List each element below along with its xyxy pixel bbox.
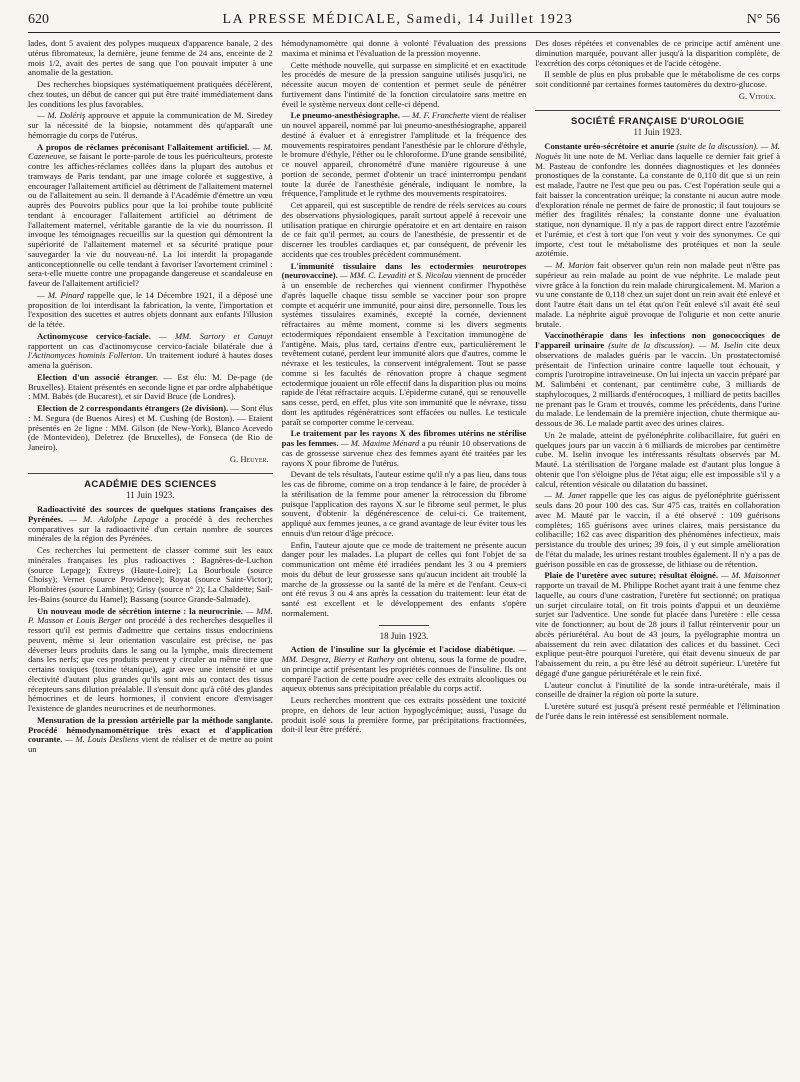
article-subtitle: (suite de la discussion). [674, 141, 759, 151]
article-title: A propos de réclames préconisant l'allaitement artificiel. [37, 141, 250, 152]
paragraph: Cet appareil, qui est susceptible de rendre de réels services au cours des observations physiologiques, paraît surtout appelé à recevoir une utilisation pratique en chirurgie opératoire et en art dentaire en raison de ce fait qu'il permet, au cours de l'anesthésie, de pressentir et de discerner les troubles cardiaques et, par conséquent, de prévenir les accidents que ces troubles précèdent communément. [281, 200, 527, 259]
paragraph-text: rapporte un travail de M. Philippe Rochet ayant trait à une femme chez laquelle, au cours d'une castration, l'uretère fut sectionné; on pratiqua un surjet circulaire total, on fit trois points d'appui et un deuxième surjet sur l'adventice. Une sonde fut placée dans l'uretère : elle cessa vite de fonctionner; au bout de 28 jours il fallut réintervenir pour un abcès périurétéral. Au bout de 43 jours, la pyélographie montra un abaissement du rein avec dilatation des calices et du bassinet. Ceci explique peut-être pourquoi l'uretère, qui était devenu sinueux de par l'abaissement du rein, a pu être lésé au détroit supérieur. L'uretère fut dégagé d'une gangue périurétérale et le rein fixé. [535, 580, 781, 678]
column-1 [28, 39, 273, 1079]
paragraph: lades, dont 5 avaient des polypes muqueux d'apparence banale, 2 des utérus fibromateux, la dernière, jeune femme de 24 ans, enceinte de 2 mois 1/2, avait des pertes de sang que l'on pouvait imputer à une anomalie de la gestation. [28, 39, 273, 78]
paragraph: L'auteur conclut à l'inutilité de la sonde intra-urétérale, mais il conseille de drainer la région où porte la suture. [535, 679, 781, 700]
paragraph [535, 491, 780, 569]
paragraph: Des recherches biopsiques systématiquement pratiquées décèlèrent, chez toutes, un début de cancer qui put être traité immédiatement dans les conditions les plus favorables. [28, 79, 273, 109]
species-name: l'Actinomyces hominis Follerton [28, 350, 141, 361]
paragraph-text: approuve et appuie la communication de M. Siredey sur la nécessité de la biopsie, notamment dès qu'apparaît une hémorragie du corps de l'utérus. [28, 110, 273, 140]
author-name: — MM. Desgrez, Bierry et Rathery [281, 644, 527, 664]
text-columns [28, 39, 780, 1079]
paragraph: Devant de tels résultats, l'auteur estime qu'il n'y a pas lieu, dans tous les cas de fibrome, comme on a trop tendance à le faire, de procéder à la stérilisation de la femme pour amener la rétrocession du fibrome puisque l'application des rayons X sur le fibrome seul permet, le plus souvent, d'obtenir la dégénérescence de celui-ci. Ce traitement, appliqué aux femmes jeunes, a ce grand avantage de leur éviter tous les ennuis d'un retour d'âge précoce. [281, 469, 527, 538]
article-title: Mensuration de la pression artérielle par la méthode sanglante. Procédé hémodynamométrique très exact et d'application courante. [28, 714, 273, 745]
article-title: Radioactivité des sources de quelques stations françaises des Pyrénées. [28, 504, 273, 524]
author-name: — M. Dolériş [37, 110, 86, 121]
paragraph [28, 143, 273, 289]
paragraph: Des doses répétées et convenables de ce principe actif amènent une diminution marquée, pouvant aller jusqu'à la disparition complète, de l'excrétion des corps cétoniques et de l'acide cétogène. [535, 39, 781, 68]
signature: G. Vitoux. [738, 90, 777, 101]
paragraph [28, 111, 273, 140]
paragraph-text: . Un traitement ioduré à hautes doses amena la guérison. [28, 350, 273, 370]
paragraph [282, 645, 527, 694]
article-title: Un nouveau mode de sécrétion interne : la neurocrinie. [37, 605, 243, 616]
article-title: Constante uréo-sécrétoire et anurie [544, 141, 675, 151]
author-name: — M. Pinard [37, 289, 84, 300]
article-title: Actinomycose cervico-faciale. [37, 330, 151, 341]
separator [379, 625, 429, 626]
paragraph [28, 505, 273, 544]
paragraph [535, 142, 780, 259]
article-title: Plaie de l'uretère avec suture; résultat éloigné. [544, 570, 718, 581]
paragraph [28, 291, 273, 330]
article-title: L'immunité tissulaire dans les ectodermies neurotropes (neurovaccine). [281, 260, 527, 281]
paragraph-text: rapportent un cas d'actinomycose cervico-faciale bilatérale due à [28, 340, 273, 351]
paragraph [535, 261, 780, 329]
paragraph-text: , se faisant le porte-parole de tous les puériculteurs, proteste contre les affiches-réclames collées dans la plupart des autobus et tramways de Paris tendant, par une image colorée et suggestive, à encourager l'allaitement artificiel au détriment de l'allaitement maternel ou de l'allaitement au sein. Il demande à l'Académie d'émettre un vœu auprès des Pouvoirs publics pour que la loi prohibe toute publicité tendant à encourager l'allaitement artificiel au détriment de l'allaitement maternel, véritable garantie de la vie du nourrisson. Il invoque les témoignages recueillis sur la question qui démontrent la supériorité de l'allaitement maternel et sa sécurité pratique pour sauvegarder la vie du nouveau-né. La loi interdit la propagande anticonceptionnelle ou celle tendant à favoriser l'avortement criminel : sera-t-elle muette contre une propagande dangereuse et scandaleuse en faveur de l'allaitement artificiel? [28, 151, 273, 288]
paragraph [282, 262, 527, 428]
paragraph [28, 404, 273, 453]
section-date: 11 Juin 1923. [126, 490, 175, 501]
paragraph-text: lit une note de M. Verliac dans laquelle ce dernier fait grief à M. Pasteau de confondre les données diagnostiques et les données pronostiques de la constante. La constante de 0,110 dit que si un rein est malade, l'autre ne l'est que peu ou pas. C'est l'opération seule qui a fait baisser la concentration uréique; la constante ni aucun autre mode d'exploration rénale ne permet de faire de pronostic; il faut toujours se méfier des fragilités rénales; la constante donne une évaluation statique, non dynamique. Il n'y a pas de rapport direct entre l'azotémie et l'urémie, et c'est à tort que l'on veut y voir des synonymes. Ce qui importe, c'est tout le métabolisme des protéiques et non la seule azotémie. [535, 150, 781, 259]
author-name: — M. Adolphe Lepage [62, 513, 159, 524]
author-name: — M. Cazeneuve [28, 141, 273, 162]
author-name: — M. Marion [544, 260, 594, 270]
section-title: SOCIÉTÉ FRANÇAISE D'UROLOGIE [535, 110, 780, 127]
paragraph: hémodynamomètre qui donne à volonté l'évaluation des pressions maxima et minima et l'évaluation de la pression moyenne. [281, 39, 527, 58]
column-3 [535, 39, 780, 1079]
paragraph [28, 716, 273, 755]
author-name: — M. Louis Desliens [62, 734, 139, 745]
article-title: Vaccinothérapie dans les infections non gonococciques de l'appareil urinaire [535, 330, 781, 350]
paragraph: Ces recherches lui permettent de classer comme suit les eaux minérales françaises les plus radioactives : Bagnères-de-Luchon (source Lepage); Extreys (Haute-Loire); La Bourboule (source Choisy); Vernet (source Providence); Royat (source Saint-Victor); Plombières (source Lambinet); Grisy (source n° 2); La Chaldette; Sail-les-Bains (source du Hamel); Bassang (source Grande-Salmade). [28, 545, 273, 604]
article-title: Election de 2 correspondants étrangers (2e division). [37, 403, 229, 413]
paragraph-text: vient de réaliser et de mettre au point un [28, 734, 273, 754]
article-title: Le pneumo-anesthésiographe. [290, 110, 400, 121]
paragraph-text: rappelle que les cas aigus de pyélonéphrite guérissent seuls dans 20 pour 100 des cas. Sur 475 cas, traités en collaboration avec M. Mauté par le vaccin, il a été observé : 109 guérisons complètes; 165 guérisons avec urines claires, mais persistance du colibacille; 162 cas avec disparition des phénomènes infectieux, mais persistance du trouble des urines; 39 fois, il y eut simple amélioration de l'état du malade, les urines restant troubles également. Il n'y a pas de guérison possible en cas de grossesse, de lithiase ou de rétention. [535, 490, 781, 569]
paragraph-text: cite deux observations de malades guéris par le vaccin. Un prostatectomisé présentait de l'infection urinaire contre laquelle tout échouait, y compris l'urotropine intraveineuse. On lui injecta un vaccin préparé par M. Salimbéni et contenant, par centimètre cube, 3 milliards de staphylocoques, 2 milliards d'entérocoques, 1 milliard de petits bacilles ne prenant pas le Gram et trouvés, comme les précédents, dans l'urine du malade. Le lendemain de la première injection, chute thermique au-dessous de 36. Le malade partit avec des urines claires. [535, 340, 781, 428]
author-name: — MM. C. Levaditi et S. Nicolau [337, 270, 453, 281]
paragraph-text: rappelle que, le 14 Décembre 1921, il a déposé une proposition de loi interdisant la fabrication, la vente, l'importation et l'exposition des sucettes et autres objets donnant aux enfants l'illusion de la tétée. [28, 289, 273, 329]
paragraph: Leurs recherches montrent que ces extraits possèdent une toxicité propre, en dehors de leur action hypoglycémique; aussi, l'usage du produit isolé sous la première forme, par précipitations fractionnées, doit-il leur être préféré. [281, 695, 527, 735]
paragraph [282, 429, 527, 468]
paragraph-text: a pu réunir 10 observations de cas de grossesse survenue chez des femmes ayant été traitées par les rayons X pour fibrome de l'utérus. [281, 438, 527, 468]
paragraph: Un 2e malade, atteint de pyélonéphrite colibacillaire, fut guéri en quelques jours par un vaccin à 6 milliards de microbes par centimètre cube. M. Iselin invoque les intéressants résultats observés par M. Mauté. La stérilisation de l'organe malade est d'autant plus longue à obtenir que l'on s'éloigne plus de l'état aigu; elle est impossible s'il y a calcul, rétention vésicale ou dilatation du bassinet. [535, 429, 781, 489]
column-2 [282, 39, 527, 1079]
paragraph: Il semble de plus en plus probable que le métabolisme de ces corps soit conditionné par certaines formes tautomères du dextro-glucose. [535, 69, 781, 89]
author-name: — MM. Sartory et Canuyt [150, 330, 273, 341]
issue-number: N° 56 [746, 12, 780, 27]
author-name: — MM. P. Masson et Louis Berger [28, 605, 273, 626]
paragraph-text: ont obtenu, sous la forme de poudre, un principe actif présentant les propriétés connues de l'insuline. Ils ont comparé l'action de cette poudre avec celle des extraits alcooliques ou aqueux obtenus sans précipitation préalable du corps actif. [281, 654, 527, 694]
author-name: — M. F. Franchette [399, 110, 470, 121]
paragraph [535, 331, 780, 429]
article-title: Le traitement par les rayons X des fibromes utérins ne stérilise pas les femmes. [281, 428, 527, 448]
paragraph-text: fait observer qu'un rein non malade peut n'être pas supérieur au rein malade au point de vue néphrite. Le malade peut vivre grâce à la fonction du rein malade chirurgicalement. M. Marion a vu une constante de 0,118 chez un sujet dont un rein avait été enlevé et dont l'autre était dans un tel état qu'on l'eût enlevé s'il avait été seul malade. La néphrite aiguë provoque de l'oligurie et non cette anurie brutale. [535, 260, 781, 329]
article-title: Action de l'insuline sur la glycémie et l'acidose diabétique. [290, 644, 516, 655]
author-name: — M. Noguès [535, 141, 781, 161]
paragraph-text: viennent de procéder à un ensemble de recherches qui viennent confirmer l'hypothèse d'après laquelle chaque tissu semble se vacciner pour son propre compte et acquérir une immunité, pour ainsi dire, personnelle. Tous les systèmes tissulaires examinés, excepté la cornée, deviennent réfractaires au même moment, comme si les divers segments ectodermiques répondaient ensemble à l'excitation immunogène de l'antigène. Mais, plus tard, certains d'entre eux, particulièrement le revêtement cutané, perdent leur immunité alors que d'autres, comme le névraxe et les testicules, la conservent intégralement. Tout se passe comme si les facultés de rénovation propre à chaque segment ectodermique jouaient un rôle effectif dans la disparition plus ou moins rapide de l'état réfractaire acquis. L'épiderme cutané, qui se renouvelle sans cesse, perd, en effet, plus vite son immunité que le névraxe, tissu dont les aptitudes régénératrices sont effacées ou nulles. Le testicule paraît se comporter comme le cerveau. [281, 270, 527, 427]
paragraph [535, 571, 780, 678]
author-name: — M. Maxime Ménard [338, 438, 420, 448]
paragraph [28, 332, 273, 371]
page-number: 620 [28, 12, 49, 27]
paragraph [28, 373, 273, 402]
article-subtitle: (suite de la discussion). [604, 340, 695, 350]
paragraph-text: — Est élu: M. De-page (de Bruxelles). Etaient présentés en seconde ligne et par ordre alphabétique : MM. Babès (de Bucarest), et sir David Bruce (de Londres). [28, 371, 273, 402]
author-name: — M. Iselin [694, 340, 743, 350]
journal-title: LA PRESSE MÉDICALE, Samedi, 14 Juillet 1923 [222, 12, 574, 27]
paragraph-text: ont procédé à des recherches desquelles il ressort qu'il est permis d'admettre que certains tissus endocriniens peuvent, même si leur orientation vasculaire est précise, ne pas déverser leurs produits dans le sang ou la lymphe, mais directement dans les nerfs; que ces produits peuvent y circuler au même titre que certains toxiques (toxine tétanique), agir avec une intensité et une électivité d'autant plus grandes qu'ils sont mis au contact des tissus récepteurs sans dilution préalable. Il s'ensuit donc qu'à côté des glandes hémocrines et de leurs hormones, il convient encore d'envisager l'existence de glandes neurocrines et de neurhormones. [28, 615, 273, 713]
signature: G. Heuyer. [229, 453, 269, 464]
paragraph: Enfin, l'auteur ajoute que ce mode de traitement ne présente aucun danger pour les malades. La plupart de celles qui font l'objet de sa communication ont même été irradiées pendant les 3 ou 4 premiers mois du début de leur grossesse sans qu'aucun incident ait troublé la marche de la grossesse ou la santé de la mère et de l'enfant. Ceux-ci ont été revus 3 ou 4 ans après la cessation du traitement: leur état de santé est excellent et le développement des enfants s'opère normalement. [281, 539, 527, 618]
article-title: Election d'un associé étranger. [37, 371, 158, 382]
author-name: — M. Maisonnet [717, 570, 781, 581]
paragraph [28, 607, 273, 714]
paragraph: L'uretère suturé est jusqu'à présent resté perméable et l'élimination de l'urée dans le rein intéressé est sensiblement normale. [535, 701, 781, 721]
section-date: 18 Juin 1923. [379, 630, 429, 641]
section-title: ACADÉMIE DES SCIENCES [28, 473, 273, 490]
page-header [28, 12, 780, 33]
paragraph-text: a procédé à des recherches comparatives sur la radioactivité d'un certain nombre de sources minérales de la région des Pyrénées. [28, 513, 273, 544]
paragraph-text: — Sont élus : M. Segura (de Buenos Aires) et M. Cushing (de Boston). — Etaient présentés en 2e ligne : MM. Gilson (de New-York), Blanco Acevedo (de Montevideo), Deletrez (de Bruxelles), de Fonseca (de Rio de Janeiro). [28, 403, 273, 452]
paragraph: Cette méthode nouvelle, qui surpasse en simplicité et en exactitude les procédés de mesure de la pression sanguine utilisés jusqu'ici, ne nécessite aucun moyen de contention et permet seule de pénétrer furtivement dans l'intimité de la fonction circulatoire sans mettre en éveil le système nerveux dont celle-ci dépend. [281, 59, 527, 109]
paragraph [282, 111, 527, 199]
author-name: — M. Janet [544, 490, 587, 501]
section-date: 11 Juin 1923. [633, 127, 682, 138]
paragraph-text: vient de réaliser un nouvel appareil, nommé par lui pneumo-anesthésiographe, appareil destiné à évaluer et à enregistrer l'amplitude et la fréquence des mouvements respiratoires pendant l'anesthésie par le chlorure d'éthyle, le bromure d'éthyle, l'éther ou le chloroforme. D'une grande sensibilité, ce nouvel appareil, chronométré d'une manière rigoureuse à une portion de seconde, permet d'obtenir un tracé ininterrompu pendant toute la durée de l'anesthésie générale, indiquant le nombre, la fréquence, l'amplitude et le rythme des mouvements respiratoires. [281, 110, 527, 199]
